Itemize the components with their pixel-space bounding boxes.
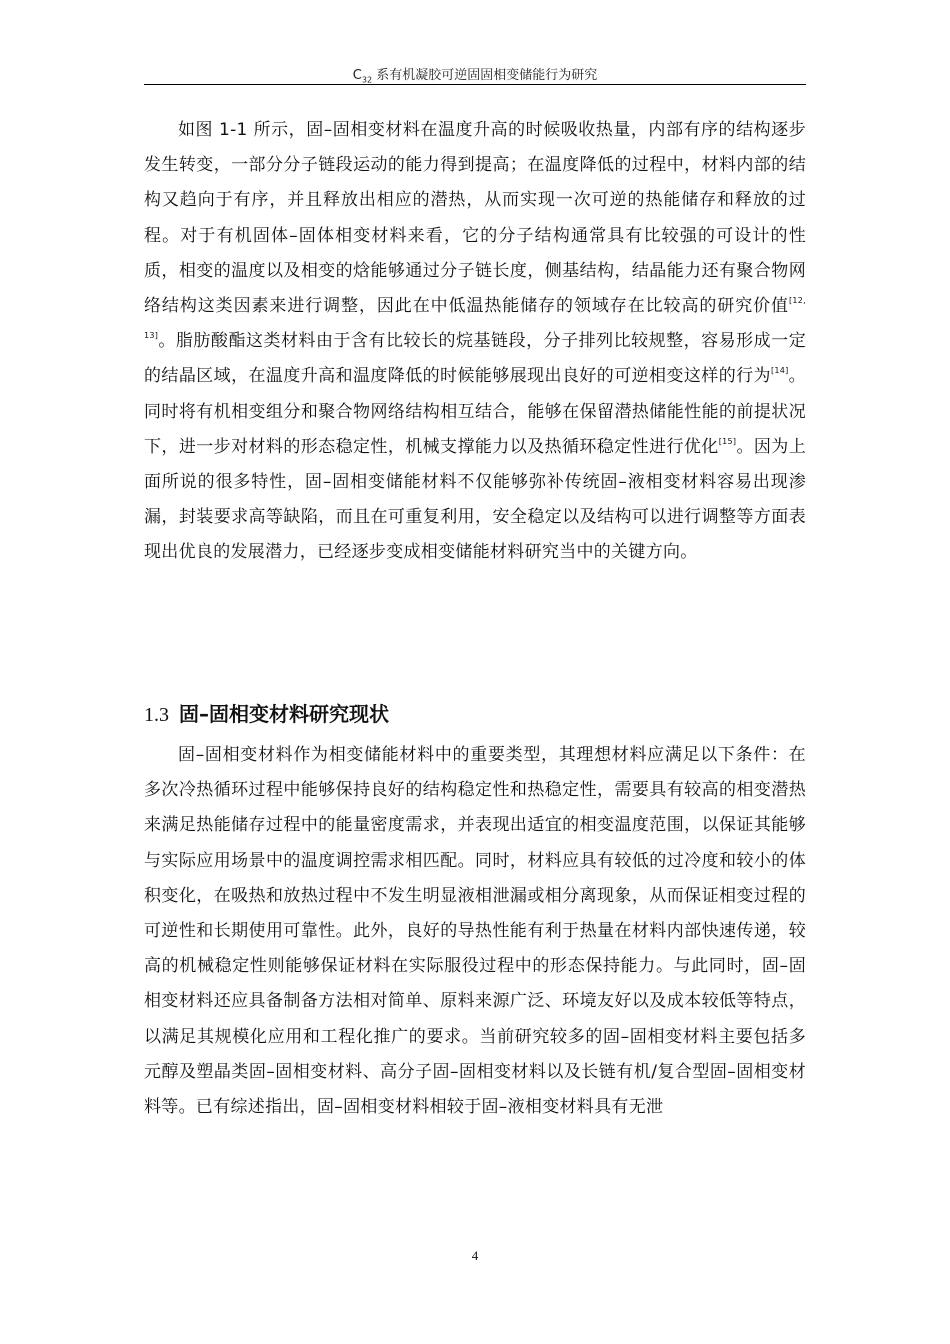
citation-14: [14] [770, 366, 789, 376]
paragraph-1-text-c: 。同时将有机相变组分和聚合物网络结构相互结合，能够在保留潜热储能性能的前提状况下，进一步对材料的形态稳定性，机械支撑能力以及热循环稳定性进行优化 [144, 366, 806, 457]
header-rule [144, 84, 806, 85]
header-title-prefix: C [352, 68, 362, 83]
section-title: 固–固相变材料研究现状 [179, 702, 389, 726]
paragraph-1-text-b: 。脂肪酸酯这类材料由于含有比较长的烷基链段，分子排列比较规整，容易形成一定的结晶区域，在温度升高和温度降低的时候能够展现出良好的可逆相变这样的行为 [144, 331, 806, 387]
section-number: 1.3 [144, 704, 169, 726]
page-number: 4 [471, 1248, 479, 1263]
section-heading [144, 698, 389, 727]
citation-15: [15] [718, 436, 737, 446]
citation-12-13: [12, 13] [144, 296, 806, 341]
paragraph-1-text-d: 。因为上面所说的很多特性，固–固相变储能材料不仅能够弥补传统固–液相变材料容易出现渗漏，封装要求高等缺陷，而且在可重复利用，安全稳定以及结构可以进行调整等方面表现出优良的发展潜力，已经逐步变成相变储能材料研究当中的关键方向。 [144, 436, 806, 563]
header-title-text: 系有机凝胶可逆固固相变储能行为研究 [376, 68, 598, 83]
paragraph-1 [144, 113, 806, 571]
running-header [144, 64, 806, 85]
header-title-subscript: 32 [361, 75, 373, 85]
paragraph-1-text-a: 如图 1-1 所示，固–固相变材料在温度升高的时候吸收热量，内部有序的结构逐步发生转变，一部分分子链段运动的能力得到提高；在温度降低的过程中，材料内部的结构又趋向于有序，并且释放出相应的潜热，从而实现一次可逆的热能储存和释放的过程。对于有机固体–固体相变材料来看，它的分子结构通常具有比较强的可设计的性质，相变的温度以及相变的焓能够通过分子链长度，侧基结构，结晶能力还有聚合物网络结构这类因素来进行调整，因此在中低温热能储存的领域存在比较高的研究价值 [144, 120, 806, 317]
paragraph-2: 固–固相变材料作为相变储能材料中的重要类型，其理想材料应满足以下条件：在多次冷热循环过程中能够保持良好的结构稳定性和热稳定性，需要具有较高的相变潜热来满足热能储存过程中的能量密度需求，并表现出适宜的相变温度范围，以保证其能够与实际应用场景中的温度调控需求相匹配。同时，材料应具有较低的过冷度和较小的体积变化，在吸热和放热过程中不发生明显液相泄漏或相分离现象，从而保证相变过程的可逆性和长期使用可靠性。此外，良好的导热性能有利于热量在材料内部快速传递，较高的机械稳定性则能够保证材料在实际服役过程中的形态保持能力。与此同时，固–固相变材料还应具备制备方法相对简单、原料来源广泛、环境友好以及成本较低等特点，以满足其规模化应用和工程化推广的要求。当前研究较多的固–固相变材料主要包括多元醇及塑晶类固–固相变材料、高分子固–固相变材料以及长链有机/复合型固–固相变材料等。已有综述指出，固–固相变材料相较于固–液相变材料具有无泄 [144, 745, 806, 1118]
